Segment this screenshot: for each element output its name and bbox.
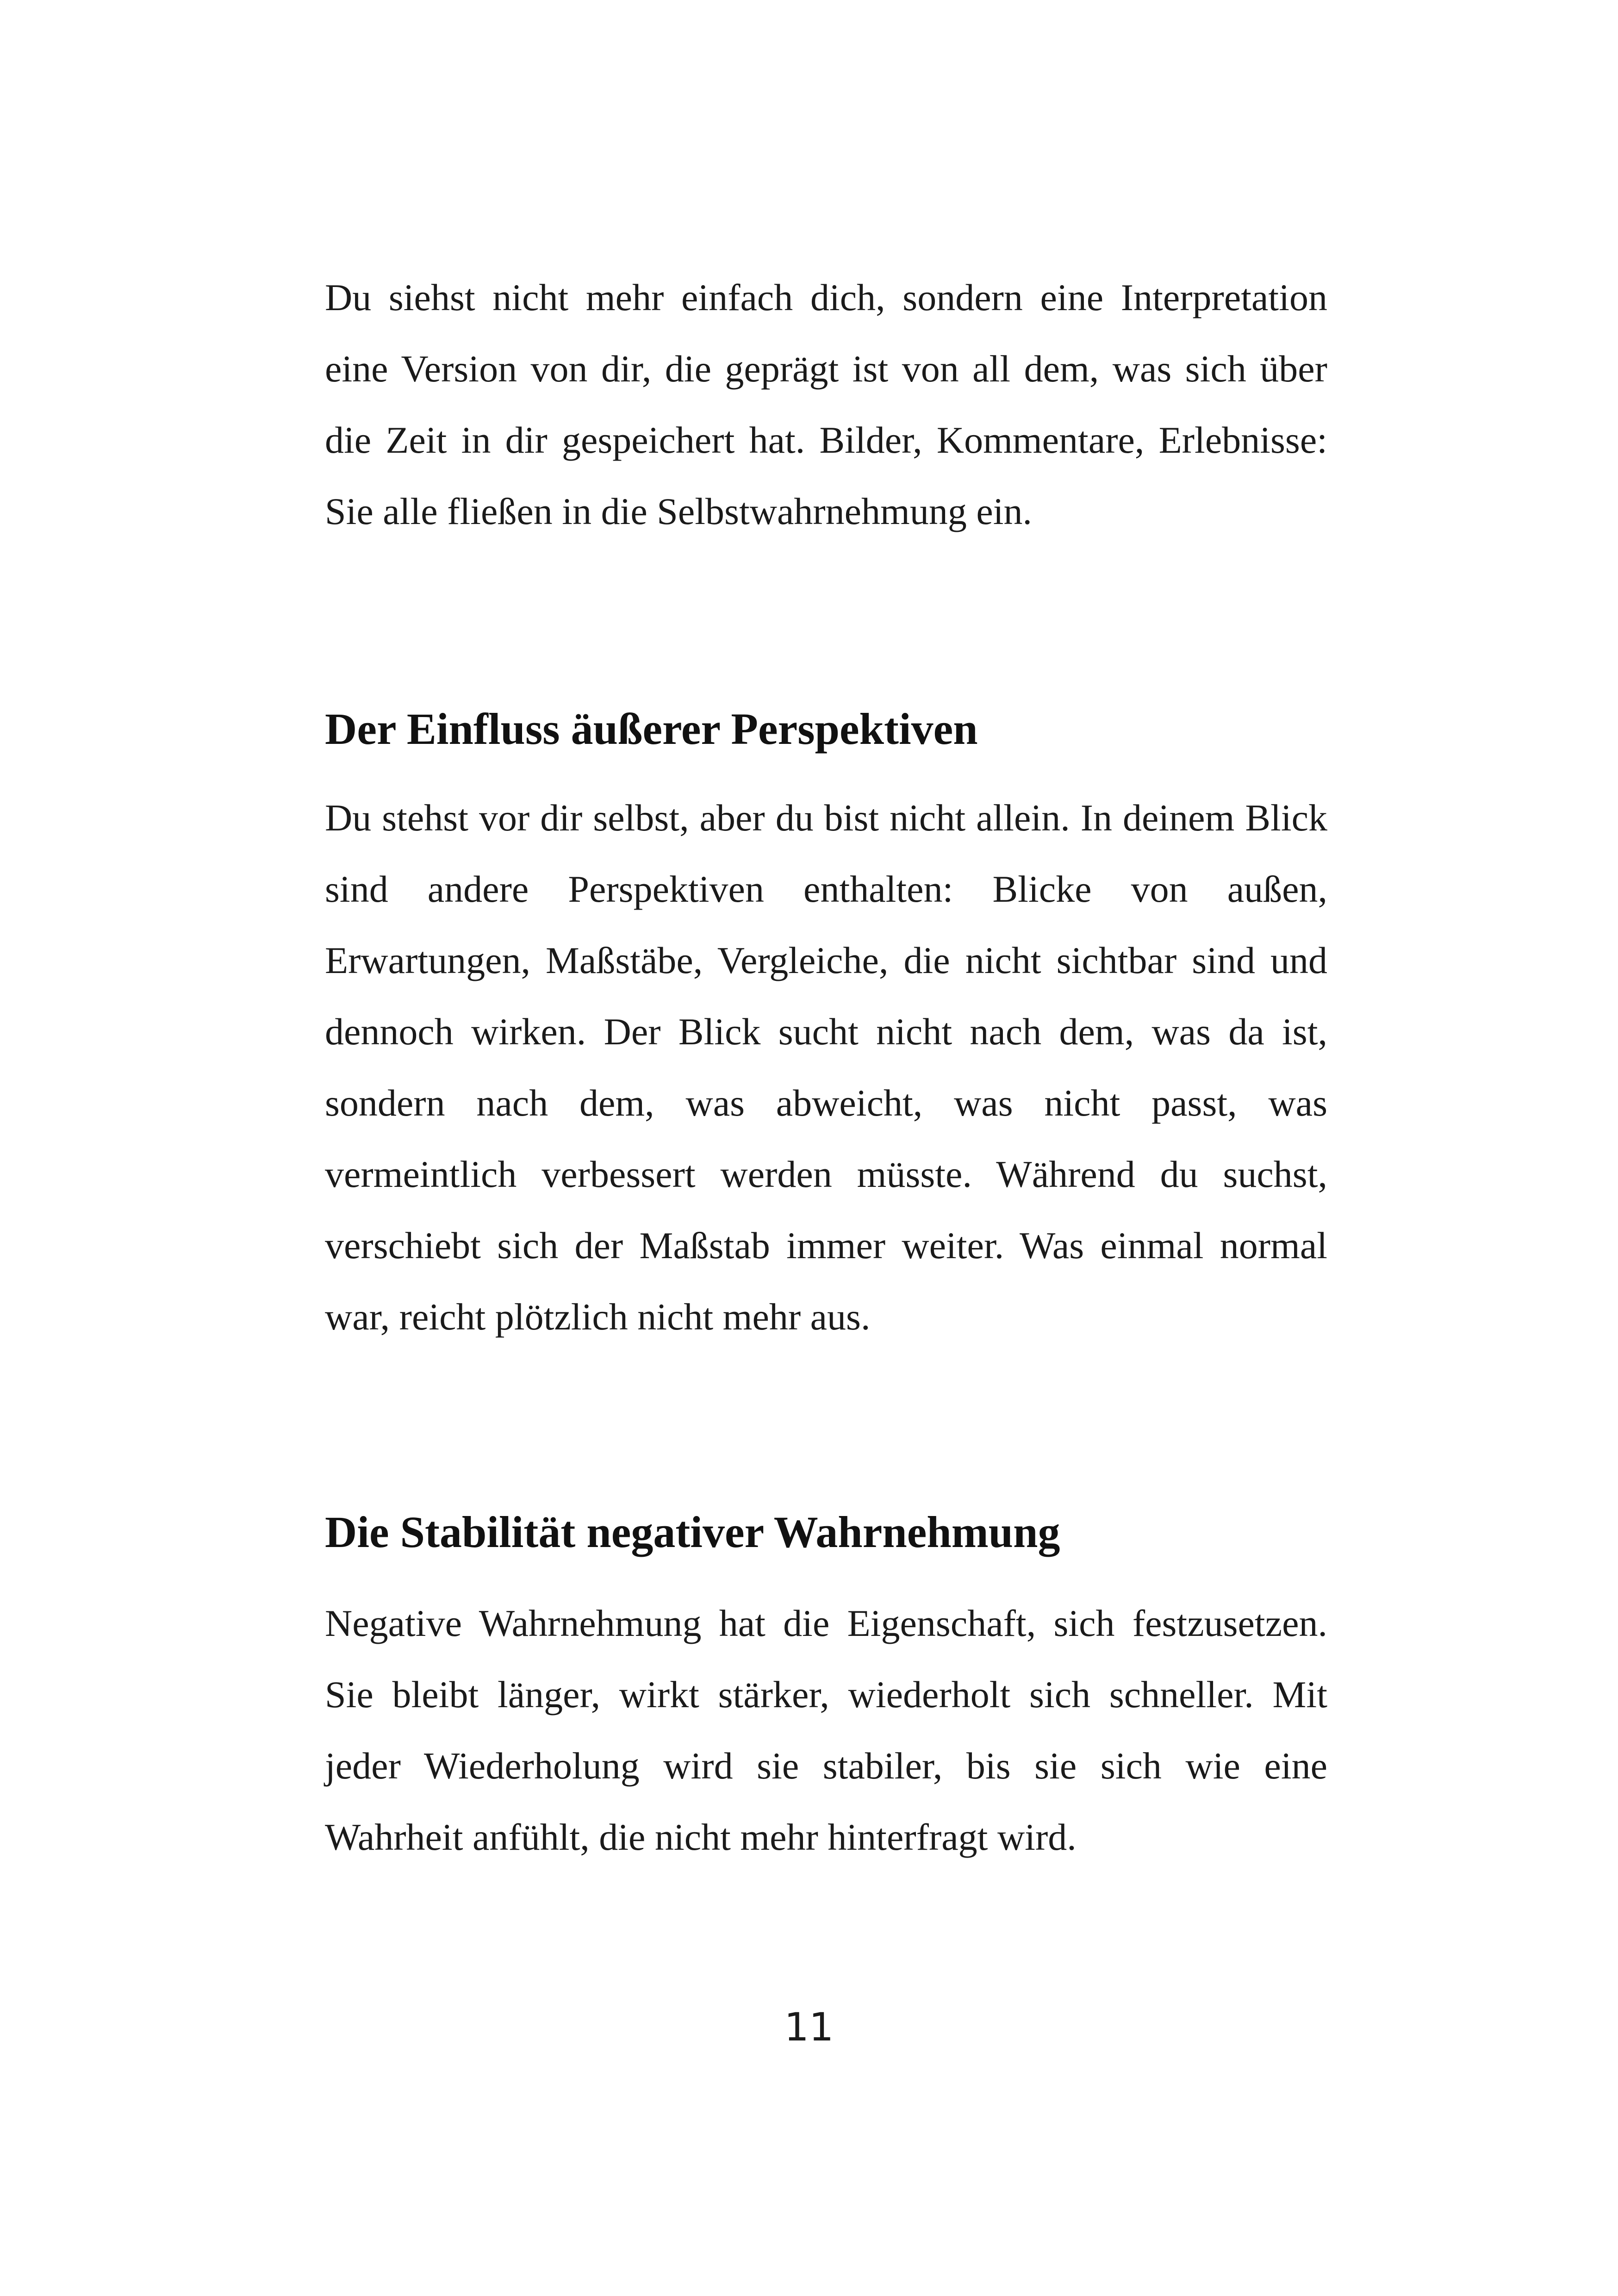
section-paragraph-outer-perspectives: Du stehst vor dir selbst, aber du bist nicht allein. In deinem Blick sind andere Perspektiven enthalten: Blicke von außen, Erwartungen, Maßstäbe, Vergleiche, die nicht sichtbar sind und dennoch wirken. Der Blick sucht nicht nach dem, was da ist, sondern nach dem, was abweicht, was nicht passt, was vermeintlich verbessert werden müsste. Während du suchst, verschiebt sich der Maßstab immer weiter. Was einmal normal war, reicht plötzlich nicht mehr aus.	[325, 797, 1327, 1338]
intro-paragraph: Du siehst nicht mehr einfach dich, sondern eine Interpretation eine Version von dir, die geprägt ist von all dem, was sich über die Zeit in dir gespeichert hat. Bilder, Kommentare, Erlebnisse: Sie alle fließen in die Selbstwahrnehmung ein.	[325, 276, 1327, 532]
section-heading-outer-perspectives: Der Einfluss äußerer Perspektiven	[325, 704, 978, 754]
section-heading-block	[325, 701, 1327, 757]
intro-text-block	[325, 262, 1327, 547]
section-heading-block	[325, 1504, 1327, 1560]
section-text-block	[325, 782, 1327, 1353]
section-heading-negative-perception: Die Stabilität negativer Wahrnehmung	[325, 1507, 1060, 1557]
section-paragraph-negative-perception: Negative Wahrnehmung hat die Eigenschaft, sich festzusetzen. Sie bleibt länger, wirkt stärker, wiederholt sich schneller. Mit jeder Wiederholung wird sie stabiler, bis sie sich wie eine Wahrheit anfühlt, die nicht mehr hinterfragt wird.	[325, 1602, 1327, 1858]
section-text-block	[325, 1588, 1327, 1873]
page-number: 11	[784, 2004, 834, 2050]
